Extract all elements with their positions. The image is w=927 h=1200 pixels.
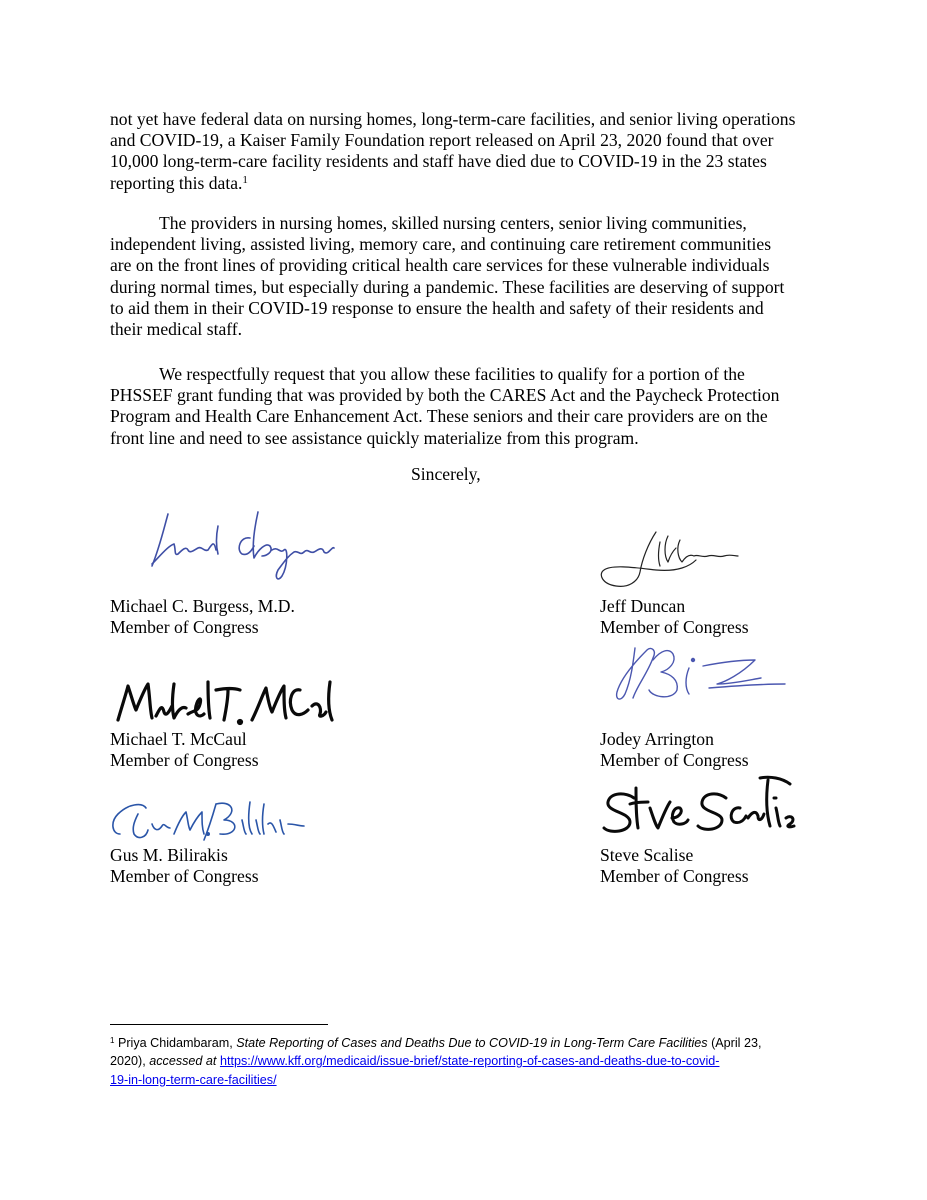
signer-block-duncan xyxy=(600,596,749,638)
signature-burgess xyxy=(138,506,358,586)
footnote xyxy=(110,1034,830,1089)
signature-scalise xyxy=(600,774,800,844)
signer-name: Steve Scalise xyxy=(600,845,694,865)
paragraph-3-line: PHSSEF grant funding that was provided by both the CARES Act and the Paycheck Protection xyxy=(110,385,780,406)
signer-title: Member of Congress xyxy=(110,750,259,770)
signer-title: Member of Congress xyxy=(110,617,259,637)
signature-mccaul xyxy=(112,676,352,730)
paragraph-1-line xyxy=(110,173,820,194)
footnote-reference: 1 xyxy=(242,173,248,186)
footnote-title: State Reporting of Cases and Deaths Due to COVID-19 in Long-Term Care Facilities xyxy=(236,1036,708,1050)
paragraph-3 xyxy=(110,364,820,449)
signer-name: Michael C. Burgess, M.D. xyxy=(110,596,295,616)
signature-arrington xyxy=(613,638,793,718)
paragraph-1 xyxy=(110,109,820,194)
footnote-line xyxy=(110,1071,830,1089)
signer-name: Gus M. Bilirakis xyxy=(110,845,228,865)
signer-title: Member of Congress xyxy=(600,866,749,886)
footnote-line xyxy=(110,1034,830,1052)
signer-block-scalise xyxy=(600,845,749,887)
paragraph-2-line: are on the front lines of providing critical health care services for these vulnerable individuals xyxy=(110,255,770,276)
signature-bilirakis xyxy=(108,794,318,846)
signer-title: Member of Congress xyxy=(110,866,259,886)
footnote-author: Priya Chidambaram, xyxy=(117,1036,233,1050)
paragraph-1-line: and COVID-19, a Kaiser Family Foundation report released on April 23, 2020 found that over xyxy=(110,130,774,151)
signer-name: Jeff Duncan xyxy=(600,596,686,616)
footnote-link[interactable]: https://www.kff.org/medicaid/issue-brief/state-reporting-of-cases-and-deaths-due-to-covid- xyxy=(219,1054,720,1069)
signer-block-arrington xyxy=(600,729,749,771)
paragraph-2-line: independent living, assisted living, memory care, and continuing care retirement communities xyxy=(110,234,772,255)
paragraph-2-line: The providers in nursing homes, skilled nursing centers, senior living communities, xyxy=(159,213,747,233)
signer-block-bilirakis xyxy=(110,845,259,887)
closing-salutation: Sincerely, xyxy=(411,464,481,484)
footnote-accessed-label: accessed at xyxy=(149,1054,217,1069)
signer-name: Michael T. McCaul xyxy=(110,729,247,749)
footnote-link-continued[interactable]: 19-in-long-term-care-facilities/ xyxy=(110,1072,277,1087)
paragraph-2-line: their medical staff. xyxy=(110,319,243,340)
signature-duncan xyxy=(598,526,778,594)
paragraph-3-line: We respectfully request that you allow these facilities to qualify for a portion of the xyxy=(159,364,745,384)
footnote-line xyxy=(110,1052,830,1070)
footnote-date-2: 2020), xyxy=(110,1054,146,1069)
paragraph-1-line: 10,000 long-term-care facility residents and staff have died due to COVID-19 in the 23 states xyxy=(110,151,767,172)
paragraph-2-line: to aid them in their COVID-19 response to ensure the health and safety of their residents and xyxy=(110,297,764,318)
signer-title: Member of Congress xyxy=(600,750,749,770)
paragraph-3-line: front line and need to see assistance quickly materialize from this program. xyxy=(110,427,639,448)
signer-block-burgess xyxy=(110,596,295,638)
paragraph-3-line: Program and Health Care Enhancement Act. These seniors and their care providers are on the xyxy=(110,406,768,427)
signer-block-mccaul xyxy=(110,729,259,771)
signer-name: Jodey Arrington xyxy=(600,729,714,749)
paragraph-1-line: not yet have federal data on nursing homes, long-term-care facilities, and senior living operations xyxy=(110,109,796,129)
paragraph-1-line-text: reporting this data. xyxy=(110,172,243,193)
signer-title: Member of Congress xyxy=(600,617,749,637)
paragraph-2-line: during normal times, but especially during a pandemic. These facilities are deserving of support xyxy=(110,276,785,297)
footnote-date-1: (April 23, xyxy=(711,1036,762,1050)
footnote-number: 1 xyxy=(110,1036,115,1045)
paragraph-2 xyxy=(110,213,820,340)
footnote-separator xyxy=(110,1024,328,1025)
